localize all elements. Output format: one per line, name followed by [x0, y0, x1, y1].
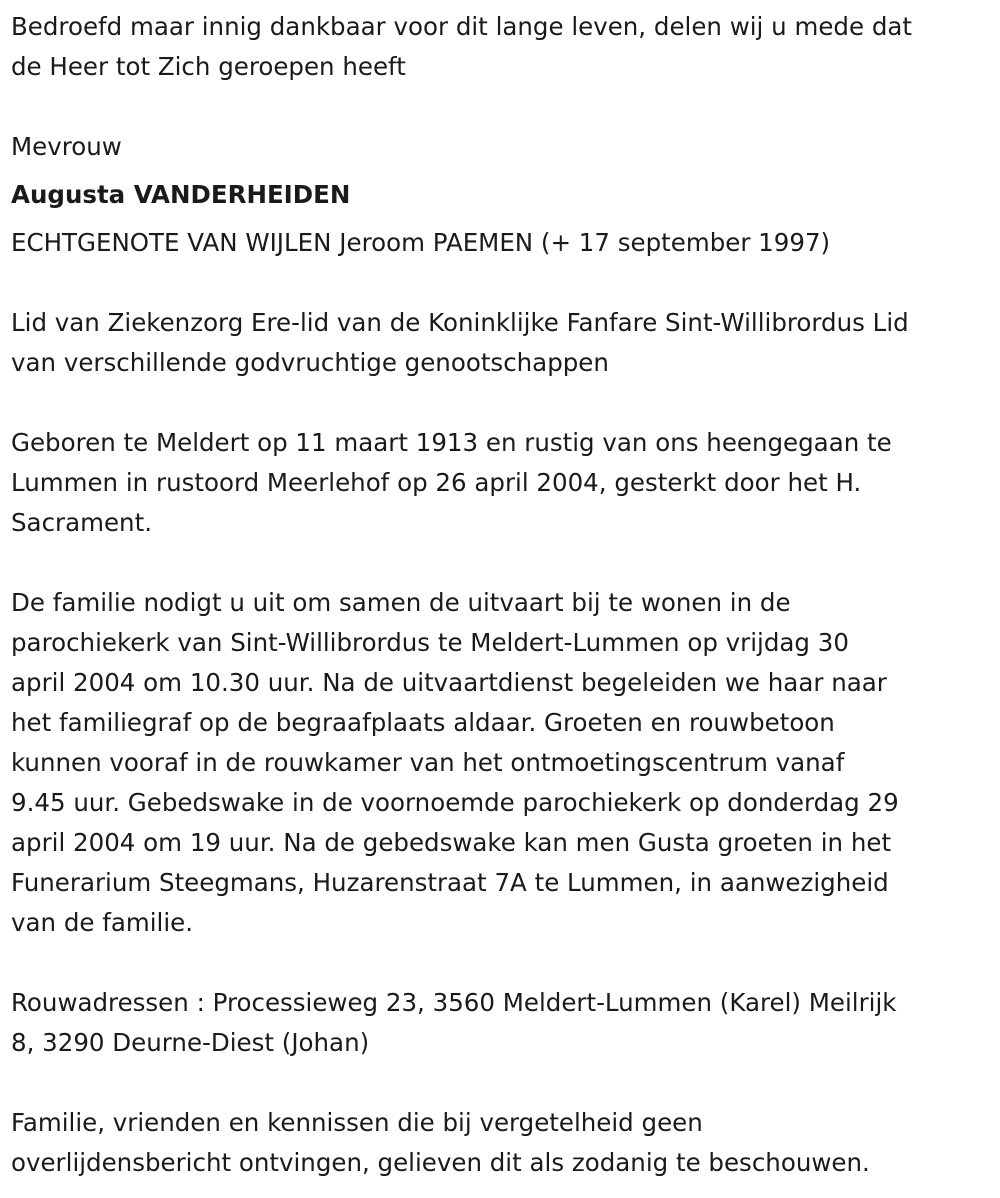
memberships-paragraph: Lid van Ziekenzorg Ere-lid van de Koninklijke Fanfare Sint-Willibrordus Lid van verschillende godvruchtige genootschappen: [11, 308, 909, 377]
birth-death-paragraph: Geboren te Meldert op 11 maart 1913 en rustig van ons heengegaan te Lummen in rustoord Meerlehof op 26 april 2004, gesterkt door het H. Sacrament.: [11, 428, 892, 537]
addresses-paragraph: Rouwadressen : Processieweg 23, 3560 Meldert-Lummen (Karel) Meilrijk 8, 3290 Deurne-Diest (Johan): [11, 988, 897, 1057]
salutation: Mevrouw: [11, 132, 122, 161]
funeral-paragraph: De familie nodigt u uit om samen de uitvaart bij te wonen in de parochiekerk van Sint-Willibrordus te Meldert-Lummen op vrijdag 30 april 2004 om 10.30 uur. Na de uitvaartdienst begeleiden we haar naar het familiegraf op de begraafplaats aldaar. Groeten en rouwbetoon kunnen vooraf in de rouwkamer van het ontmoetingscentrum vanaf 9.45 uur. Gebedswake in de voornoemde parochiekerk op donderdag 29 april 2004 om 19 uur. Na de gebedswake kan men Gusta groeten in het Funerarium Steegmans, Huzarenstraat 7A te Lummen, in aanwezigheid van de familie.: [11, 588, 899, 937]
intro-paragraph: Bedroefd maar innig dankbaar voor dit lange leven, delen wij u mede dat de Heer tot Zich geroepen heeft: [11, 12, 912, 81]
obituary-document: [11, 7, 991, 1183]
closing-paragraph: Familie, vrienden en kennissen die bij vergetelheid geen overlijdensbericht ontvingen, gelieven dit als zodanig te beschouwen.: [11, 1108, 870, 1177]
spouse-line: ECHTGENOTE VAN WIJLEN Jeroom PAEMEN (+ 17 september 1997): [11, 228, 831, 257]
deceased-name: Augusta VANDERHEIDEN: [11, 180, 351, 209]
